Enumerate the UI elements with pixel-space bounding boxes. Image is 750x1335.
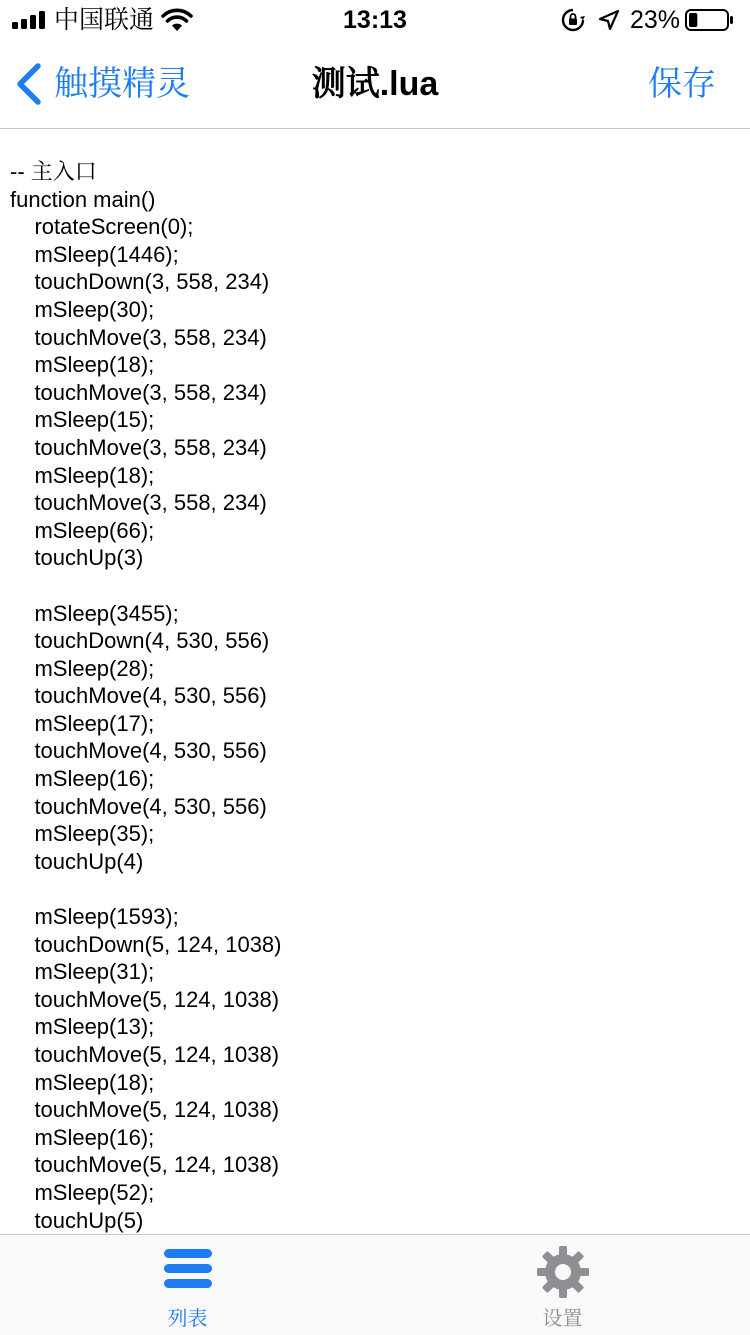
battery-icon <box>685 9 733 31</box>
code-editor[interactable] <box>0 129 750 1234</box>
code-line: touchUp(4) <box>10 848 144 874</box>
code-line: rotateScreen(0); <box>10 214 194 240</box>
location-arrow-icon <box>598 9 620 31</box>
code-line: mSleep(52); <box>10 1179 155 1205</box>
code-line: mSleep(1446); <box>10 241 179 267</box>
navigation-bar <box>0 40 750 129</box>
code-line: touchMove(5, 124, 1038) <box>10 1152 280 1178</box>
tab-list[interactable] <box>0 1235 375 1335</box>
status-time: 13:13 <box>343 6 407 34</box>
tab-list-label: 列表 <box>167 1308 208 1330</box>
code-line: mSleep(35); <box>10 821 155 847</box>
code-line: touchDown(5, 124, 1038) <box>10 931 282 957</box>
code-line: touchUp(5) <box>10 1207 144 1233</box>
code-line: touchMove(5, 124, 1038) <box>10 1097 280 1123</box>
code-line: mSleep(16); <box>10 766 155 792</box>
status-bar <box>0 0 750 40</box>
code-line: mSleep(1593); <box>10 904 179 930</box>
carrier-name: 中国联通 <box>54 6 155 34</box>
code-line: mSleep(66); <box>10 517 155 543</box>
code-line: touchDown(3, 558, 234) <box>10 269 270 295</box>
code-line: touchMove(3, 558, 234) <box>10 434 267 460</box>
code-line: touchDown(4, 530, 556) <box>10 628 270 654</box>
save-button[interactable]: 保存 <box>648 65 716 103</box>
code-line: -- 主入口 <box>10 159 97 184</box>
code-line: touchMove(3, 558, 234) <box>10 490 267 516</box>
code-line: mSleep(16); <box>10 1124 155 1150</box>
code-line: mSleep(15); <box>10 407 155 433</box>
code-line: touchMove(5, 124, 1038) <box>10 986 280 1012</box>
back-button-label: 触摸精灵 <box>54 65 190 103</box>
code-line: mSleep(13); <box>10 1014 155 1040</box>
code-line: function main() <box>10 186 156 212</box>
code-line: mSleep(18); <box>10 1069 155 1095</box>
tab-settings-label: 设置 <box>542 1308 583 1330</box>
list-icon <box>164 1247 212 1291</box>
code-line: mSleep(30); <box>10 296 155 322</box>
code-line: touchMove(5, 124, 1038) <box>10 1042 280 1067</box>
code-line: mSleep(17); <box>10 710 155 736</box>
code-line: mSleep(3455); <box>10 600 179 626</box>
code-line: mSleep(18); <box>10 352 155 378</box>
code-line: touchMove(4, 530, 556) <box>10 683 267 709</box>
gear-icon <box>536 1245 590 1299</box>
code-line: mSleep(28); <box>10 655 155 681</box>
code-line: touchMove(4, 530, 556) <box>10 793 267 819</box>
tab-settings[interactable] <box>375 1235 750 1335</box>
tab-bar <box>0 1234 750 1335</box>
rotation-lock-icon <box>561 8 585 32</box>
page-title: 测试.lua <box>311 65 439 103</box>
code-line <box>10 572 750 600</box>
code-line: mSleep(18); <box>10 462 155 488</box>
code-lines <box>0 129 750 1234</box>
code-line: touchMove(4, 530, 556) <box>10 738 267 764</box>
code-line: touchUp(3) <box>10 545 144 571</box>
code-line: mSleep(31); <box>10 959 155 985</box>
code-line: touchMove(3, 558, 234) <box>10 324 267 350</box>
battery-level-fill <box>689 13 697 27</box>
code-line <box>10 875 750 903</box>
code-line: touchMove(3, 558, 234) <box>10 379 267 405</box>
battery-percent: 23% <box>630 6 681 34</box>
